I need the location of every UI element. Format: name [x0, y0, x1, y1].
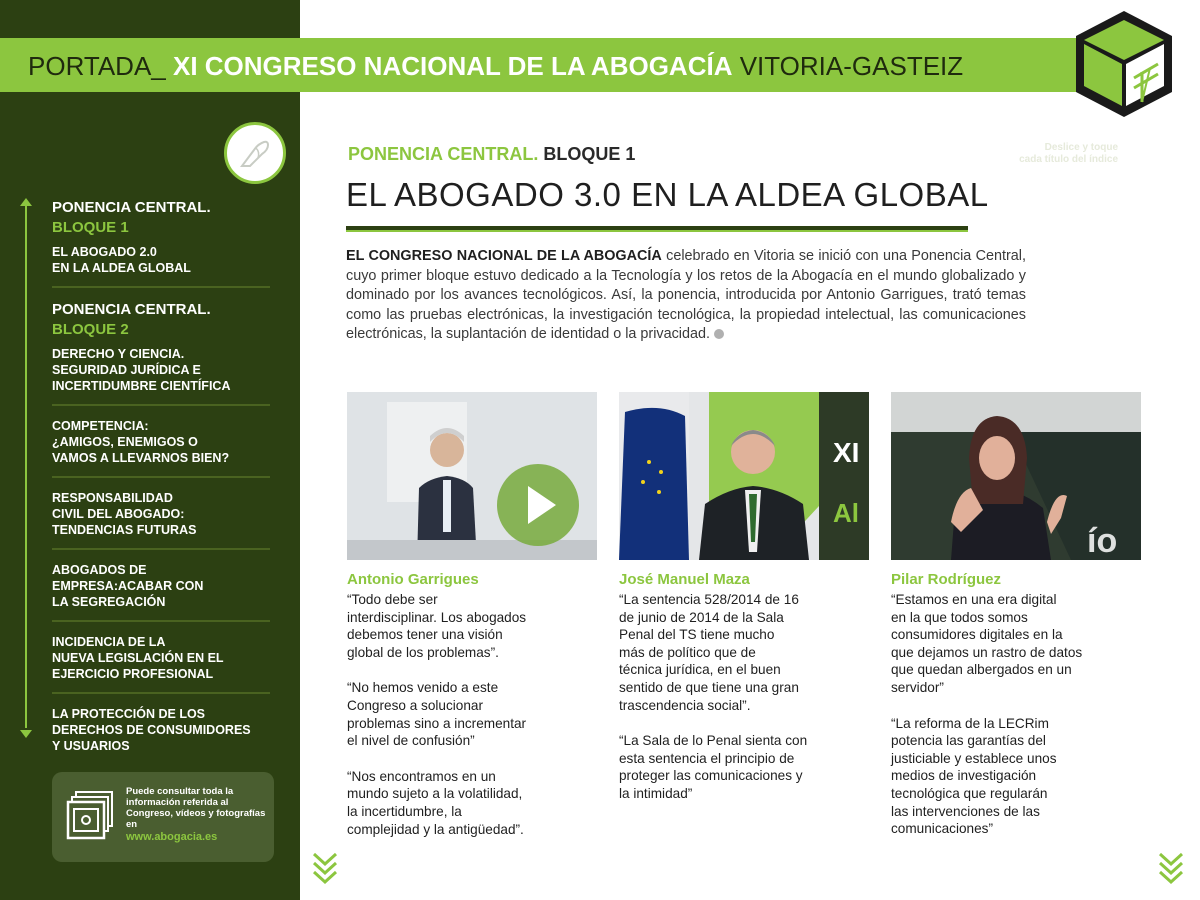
index-item-abogados-empresa[interactable] [52, 558, 270, 622]
index-item-heading-accent: BLOQUE 2 [52, 321, 129, 338]
kicker-block: BLOQUE 1 [538, 144, 636, 164]
quote: “Nos encontramos en un mundo sujeto a la volatilidad, la incertidumbre, la complejidad y la antigüedad”. [347, 768, 524, 837]
more-info-label: Puede consultar toda la información referida al Congreso, vídeos y fotografías en [126, 786, 266, 830]
swipe-hint-text: Deslice y toque cada título del índice [1019, 142, 1118, 165]
more-info-text [126, 786, 272, 843]
index-item-competencia[interactable] [52, 414, 270, 478]
quote: “La Sala de lo Penal sienta con esta sentencia el principio de proteger las comunicaciones y la intimidad” [619, 733, 808, 801]
sign-text-2: Al [833, 498, 859, 528]
quote: “Estamos en una era digital en la que todos somos consumidores digitales en la que dejamos un rastro de datos que quedan albergados en un servidor” [891, 592, 1083, 695]
speaker-name: Antonio Garrigues [347, 571, 479, 588]
index-scroll-rail[interactable] [24, 198, 28, 734]
speaker-quotes [619, 591, 874, 821]
more-info-box[interactable] [52, 772, 274, 862]
index-item-label: ABOGADOS DE EMPRESA:ACABAR CON LA SEGREGACIÓN [52, 563, 204, 609]
scroll-up-arrow-icon[interactable] [20, 198, 32, 206]
article-intro [346, 247, 1026, 345]
index-item-ponencia-bloque-1[interactable] [52, 194, 270, 288]
index-item-incidencia-legislacion[interactable] [52, 630, 270, 694]
article-kicker [348, 144, 635, 165]
event-location: VITORIA-GASTEIZ [732, 51, 964, 81]
index-item-ponencia-bloque-2[interactable] [52, 296, 270, 406]
index-list [52, 194, 270, 772]
speaker-name: Pilar Rodríguez [891, 571, 1002, 588]
photo-rodriguez [891, 392, 1141, 560]
end-dot-icon [714, 329, 724, 339]
kicker-accent: PONENCIA CENTRAL. [348, 144, 539, 164]
index-item-label: LA PROTECCIÓN DE LOS DERECHOS DE CONSUMIDORES Y USUARIOS [52, 707, 251, 753]
speaker-quotes [347, 591, 602, 856]
swipe-hand-icon [224, 122, 286, 184]
backdrop-text: ío [1087, 522, 1118, 560]
congress-cube-logo[interactable] [1072, 8, 1176, 120]
index-item-heading-accent: BLOQUE 1 [52, 219, 129, 236]
play-video-icon[interactable] [497, 464, 579, 546]
article-title: EL ABOGADO 3.0 EN LA ALDEA GLOBAL [346, 176, 989, 213]
intro-lead: EL CONGRESO NACIONAL DE LA ABOGACÍA [346, 248, 662, 264]
quote: “La sentencia 528/2014 de 16 de junio de 2014 de la Sala Penal del TS tiene mucho más de político que de técnica jurídica, en el buen sentido de que tiene una gran trascendencia social”. [619, 592, 799, 713]
index-item-subtitle: EL ABOGADO 2.0 EN LA ALDEA GLOBAL [52, 245, 191, 275]
page-title [28, 50, 963, 82]
index-item-responsabilidad[interactable] [52, 486, 270, 550]
index-item-heading: PONENCIA CENTRAL. [52, 301, 211, 318]
title-divider-accent [346, 230, 968, 232]
video-thumbnail-garrigues[interactable] [347, 392, 597, 560]
index-item-subtitle: DERECHO Y CIENCIA. SEGURIDAD JURÍDICA E INCERTIDUMBRE CIENTÍFICA [52, 347, 231, 393]
quote: “No hemos venido a este Congreso a solucionar problemas sino a incrementar el nivel de confusión” [347, 680, 527, 749]
photo-maza [619, 392, 869, 560]
index-item-heading: PONENCIA CENTRAL. [52, 199, 211, 216]
speaker-name: José Manuel Maza [619, 571, 750, 588]
scroll-down-arrow-icon[interactable] [20, 730, 32, 738]
section-label: PORTADA_ [28, 51, 166, 81]
scroll-down-chevron-icon[interactable] [1158, 850, 1184, 891]
web-pages-icon [62, 788, 118, 844]
event-name: XI CONGRESO NACIONAL DE LA ABOGACÍA [165, 51, 733, 81]
intro-body: celebrado en Vitoria se inició con una Ponencia Central, cuyo primer bloque estuvo dedicado a la Tecnología y los retos de la Abogacía en el mundo globalizado y dominado por los avances tecnológicos. Así, la ponencia, introducida por Antonio Garrigues, trató temas como las pruebas electrónicas, la investigación tecnológica, la propiedad intelectual, las comunicaciones electrónicas, la suplantación de identidad o la privacidad. [346, 248, 1027, 342]
index-item-label: RESPONSABILIDAD CIVIL DEL ABOGADO: TENDENCIAS FUTURAS [52, 491, 197, 537]
sign-text: XI [833, 437, 860, 468]
scroll-down-chevron-icon[interactable] [312, 850, 338, 891]
quote: “Todo debe ser interdisciplinar. Los abogados debemos tener una visión global de los problemas”. [347, 592, 527, 660]
index-item-label: INCIDENCIA DE LA NUEVA LEGISLACIÓN EN EL EJERCICIO PROFESIONAL [52, 635, 224, 681]
scroll-rail-line [25, 206, 27, 728]
index-item-label: COMPETENCIA: ¿AMIGOS, ENEMIGOS O VAMOS A LLEVARNOS BIEN? [52, 419, 230, 465]
speaker-quotes [891, 591, 1146, 856]
index-item-proteccion-consumidores[interactable] [52, 702, 270, 764]
quote: “La reforma de la LECRim potencia las garantías del justiciable y establece unos medios de investigación tecnológica que regularán las intervenciones de las comunicaciones” [891, 715, 1057, 837]
abogacia-link[interactable]: www.abogacia.es [126, 831, 218, 843]
